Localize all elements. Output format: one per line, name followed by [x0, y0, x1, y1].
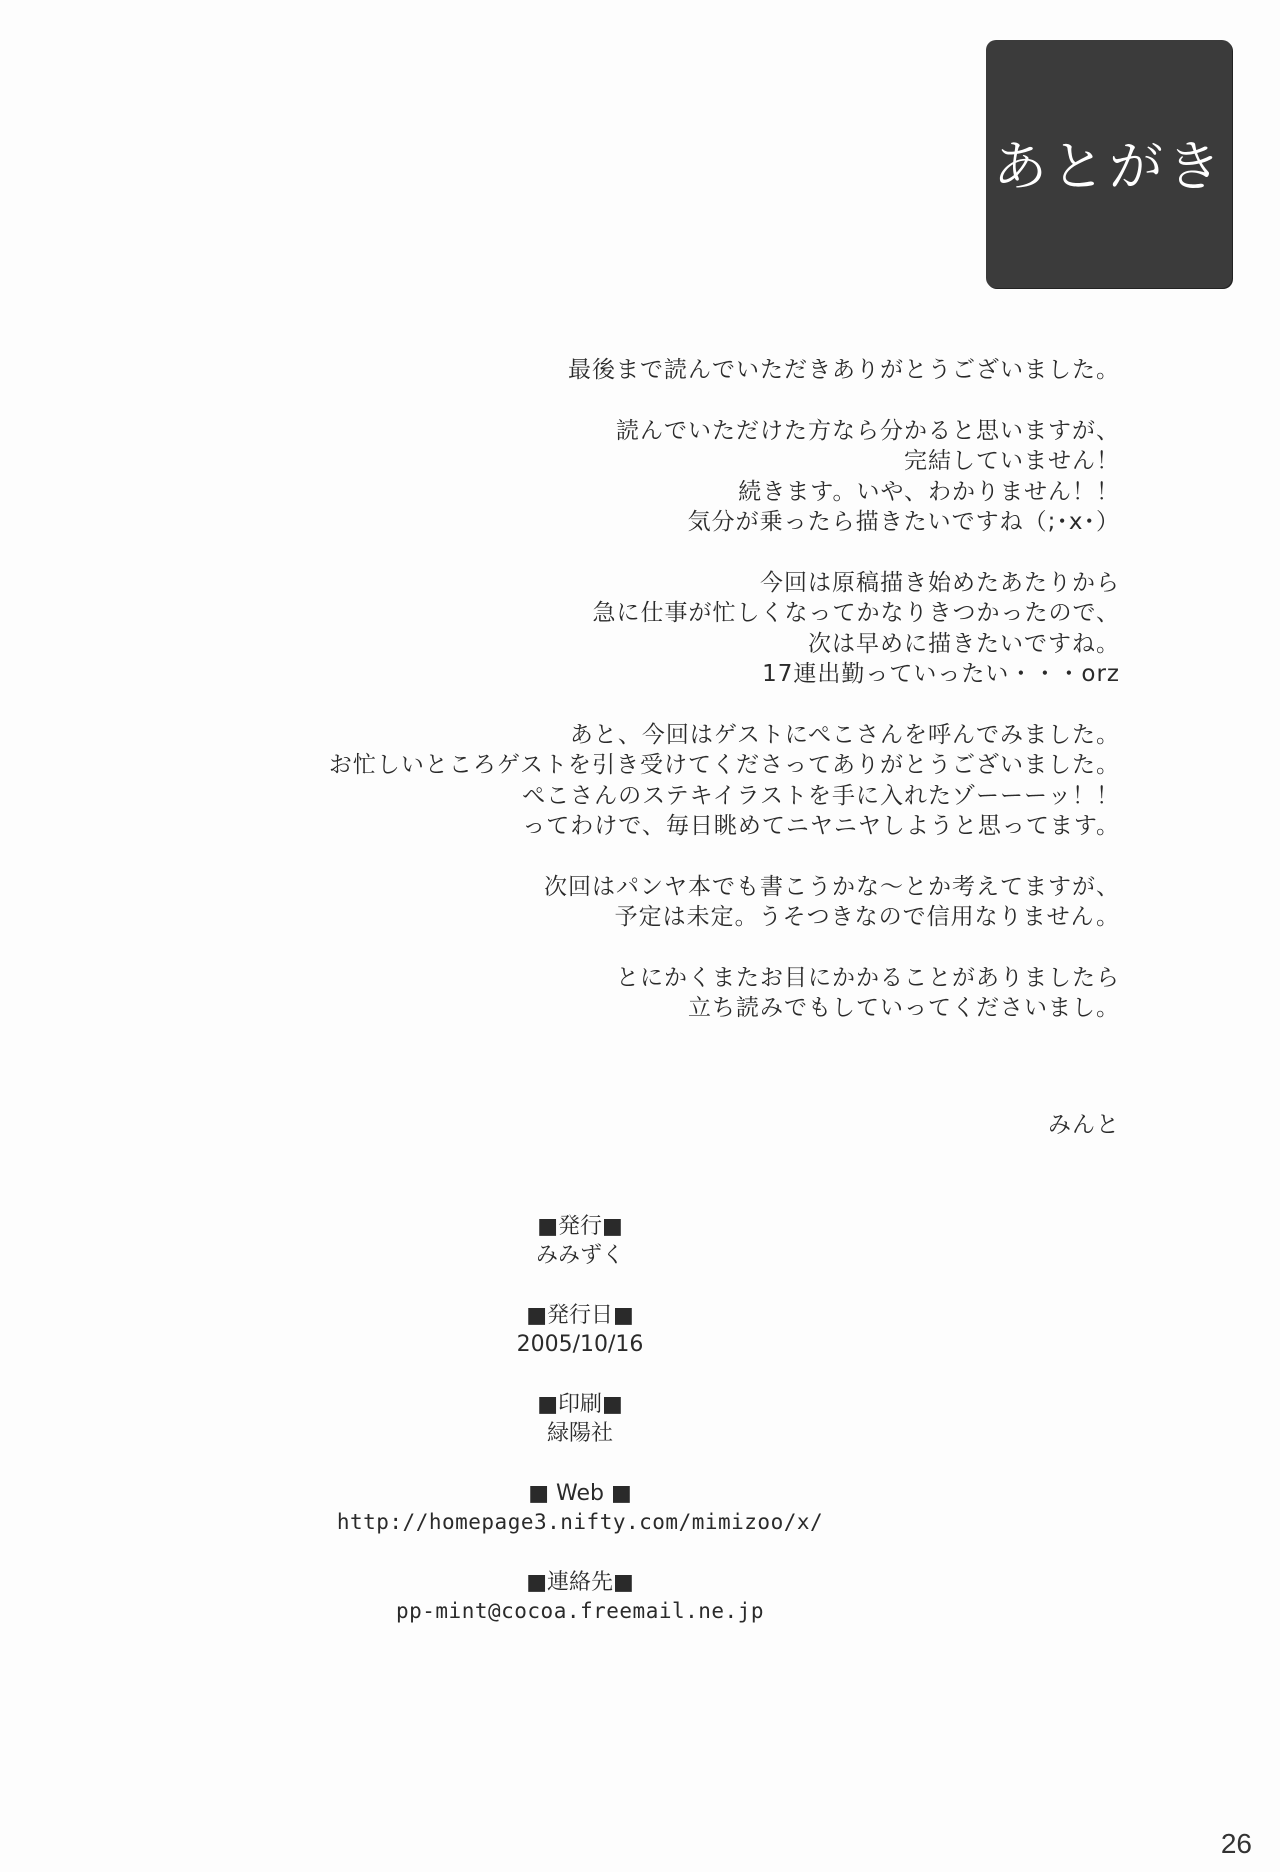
- text-line: 最後まで読んでいただきありがとうございました。: [568, 357, 1120, 383]
- colophon: [330, 1212, 830, 1657]
- text-line: お忙しいところゲストを引き受けてくださってありがとうございました。: [328, 752, 1120, 778]
- paragraph-thanks: [220, 355, 1120, 386]
- title-box: [986, 40, 1232, 288]
- printer-label: ■印刷■: [537, 1392, 623, 1417]
- date-label: ■発行日■: [526, 1303, 634, 1328]
- colophon-printer: [330, 1390, 830, 1448]
- text-line: とにかくまたお目にかかることがありましたら: [616, 964, 1120, 991]
- author-signature: みんと: [1048, 1112, 1120, 1138]
- text-line: 読んでいただけた方なら分かると思いますが、: [616, 417, 1120, 444]
- text-line: 続きます。いや、わかりません！！: [738, 478, 1120, 505]
- text-line: 予定は未定。うそつきなので信用なりません。: [614, 904, 1120, 930]
- text-line: 17連出勤っていったい・・・orz: [762, 661, 1120, 687]
- web-url: http://homepage3.nifty.com/mimizoo/x/: [336, 1510, 824, 1534]
- text-line: 今回は原稿描き始めたあたりから: [760, 569, 1120, 596]
- colophon-web: [330, 1479, 830, 1537]
- printer-value: 緑陽社: [546, 1421, 613, 1446]
- text-line: あと、今回はゲストにぺこさんを呼んでみました。: [569, 721, 1120, 748]
- contact-label: ■連絡先■: [526, 1570, 634, 1595]
- publisher-value: みみずく: [535, 1243, 624, 1268]
- text-line: ぺこさんのステキイラストを手に入れたゾーーーッ！！: [522, 782, 1120, 809]
- colophon-date: [330, 1301, 830, 1359]
- publisher-label: ■発行■: [537, 1214, 623, 1239]
- colophon-publisher: [330, 1212, 830, 1270]
- paragraph-unfinished: [220, 416, 1120, 538]
- colophon-contact: [330, 1568, 830, 1626]
- page-number: 26: [1220, 1828, 1252, 1859]
- web-label: ■ Web ■: [528, 1481, 632, 1506]
- text-line: 次は早めに描きたいですね。: [808, 630, 1120, 657]
- text-line: 完結していません！: [904, 448, 1120, 474]
- page-title: あとがき: [993, 134, 1225, 198]
- text-line: 気分が乗ったら描きたいですね（;･x･）: [687, 509, 1120, 535]
- date-value: 2005/10/16: [516, 1332, 644, 1357]
- text-line: 急に仕事が忙しくなってかなりきつかったので、: [592, 600, 1120, 626]
- text-line: 立ち読みでもしていってくださいまし。: [688, 995, 1120, 1021]
- contact-email: pp-mint@cocoa.freemail.ne.jp: [395, 1599, 764, 1623]
- paragraph-next: [220, 872, 1120, 933]
- paragraph-guest: [220, 720, 1120, 842]
- text-line: ってわけで、毎日眺めてニヤニヤしようと思ってます。: [522, 813, 1120, 839]
- paragraph-closing: [220, 963, 1120, 1024]
- text-line: 次回はパンヤ本でも書こうかな～とか考えてますが、: [544, 873, 1120, 900]
- afterword-body: [220, 355, 1120, 1054]
- paragraph-busy: [220, 568, 1120, 690]
